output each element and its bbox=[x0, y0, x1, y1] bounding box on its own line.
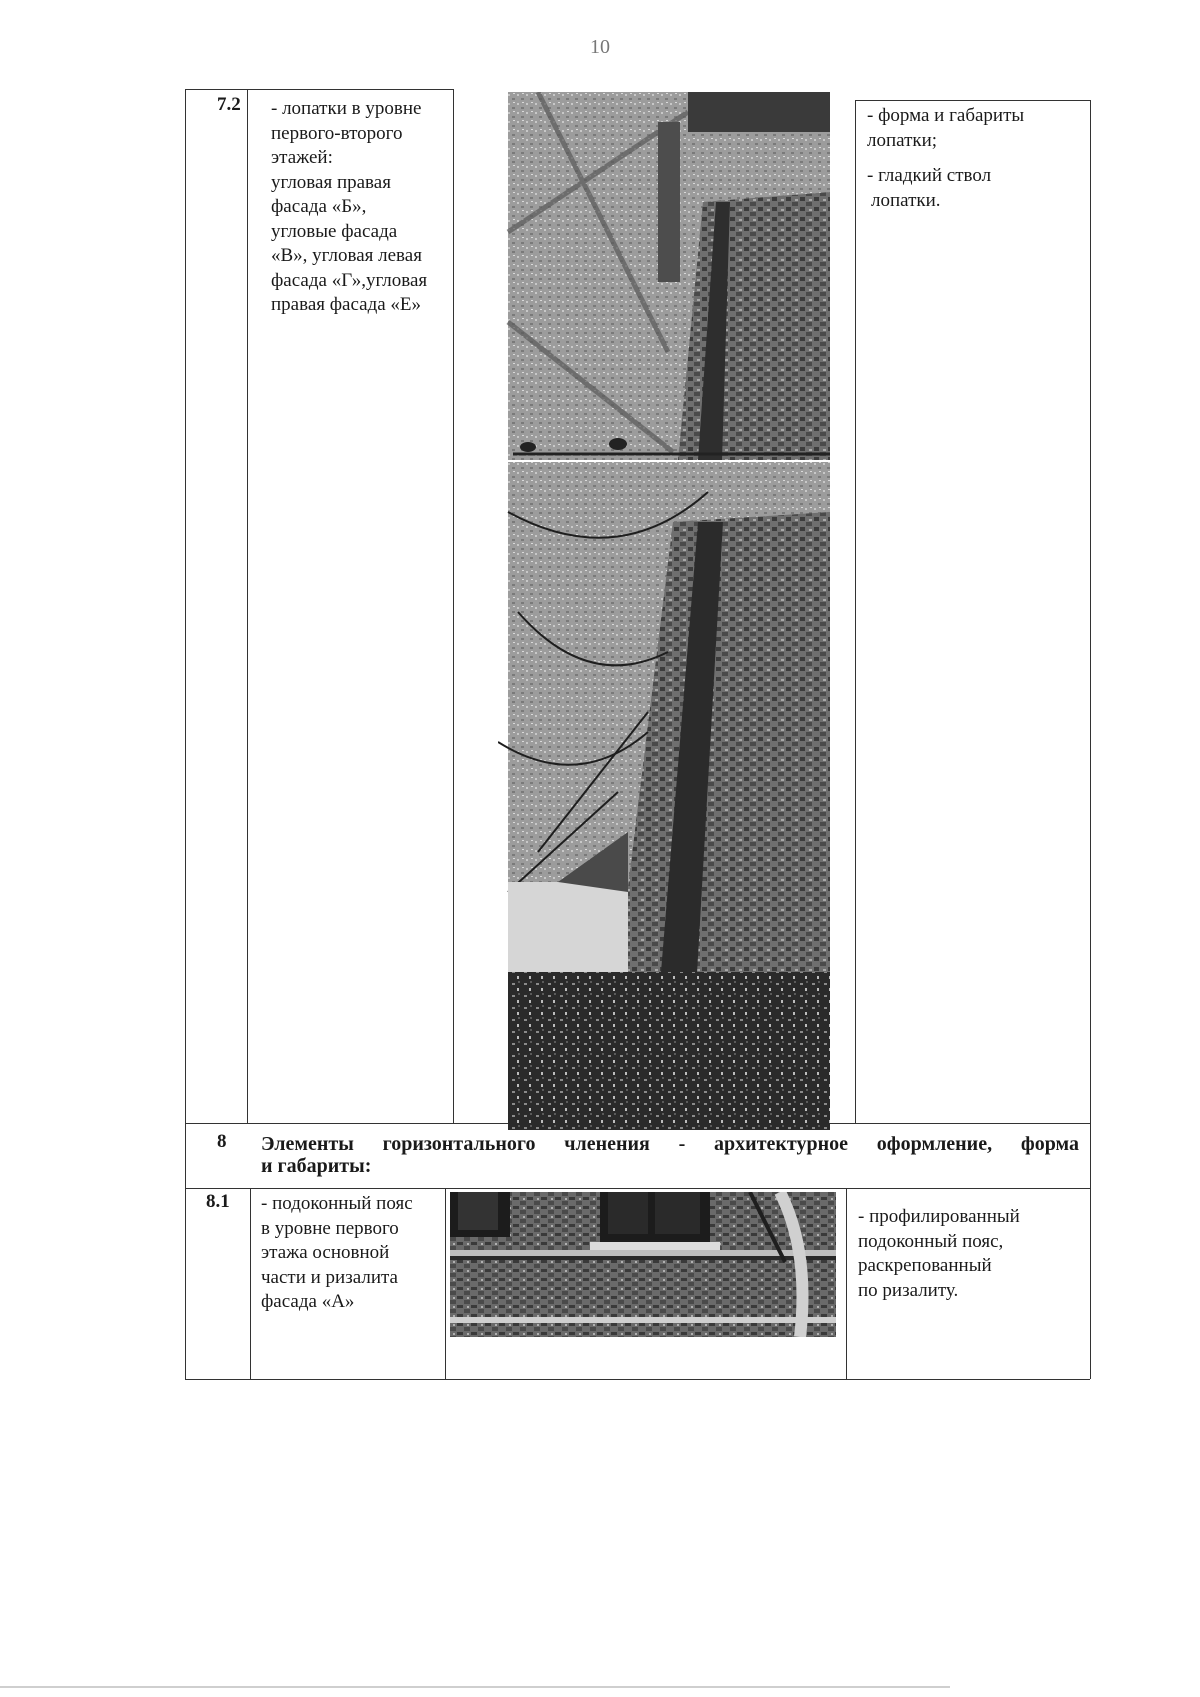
feature-line: лопатки. bbox=[871, 189, 941, 211]
row-description bbox=[271, 97, 456, 318]
section-heading-line: Элементы горизонтального членения - архитектурное оформление, форма bbox=[261, 1133, 1079, 1155]
description-line: фасада «Б», bbox=[271, 196, 367, 217]
row-number: 8 bbox=[217, 1131, 227, 1152]
feature-line: - гладкий ствол bbox=[867, 165, 992, 186]
description-line: в уровне первого bbox=[261, 1217, 399, 1239]
feature-line: раскрепованный bbox=[858, 1255, 992, 1276]
row-features bbox=[858, 1205, 1088, 1303]
description-line: фасада «А» bbox=[261, 1291, 355, 1312]
scan-edge-line bbox=[0, 1686, 950, 1688]
section-heading bbox=[261, 1133, 1079, 1177]
feature-line: лопатки; bbox=[867, 129, 938, 151]
pilaster-photo bbox=[498, 92, 830, 1130]
row-number: 8.1 bbox=[206, 1191, 230, 1212]
row-number: 7.2 bbox=[217, 94, 241, 115]
description-line: правая фасада «Е» bbox=[271, 294, 422, 315]
section-heading-line: и габариты: bbox=[261, 1155, 372, 1177]
description-line: «В», угловая левая bbox=[271, 245, 422, 266]
description-line: фасада «Г»,угловая bbox=[271, 269, 428, 291]
description-line: - лопатки в уровне bbox=[271, 98, 422, 119]
description-line: этажа основной bbox=[261, 1242, 390, 1263]
row-features bbox=[867, 104, 1087, 213]
feature-line: - форма и габариты bbox=[867, 105, 1025, 126]
description-line: - подоконный пояс bbox=[261, 1193, 413, 1214]
row-description bbox=[261, 1192, 441, 1315]
description-line: угловые фасада bbox=[271, 220, 398, 242]
page-number: 10 bbox=[590, 36, 610, 58]
feature-line: - профилированный bbox=[858, 1206, 1020, 1227]
description-line: угловая правая bbox=[271, 171, 391, 193]
feature-line: подоконный пояс, bbox=[858, 1230, 1004, 1252]
description-line: первого-второго bbox=[271, 122, 403, 144]
description-line: части и ризалита bbox=[261, 1266, 398, 1288]
feature-line: по ризалиту. bbox=[858, 1279, 959, 1301]
sill-band-photo bbox=[450, 1192, 836, 1337]
description-line: этажей: bbox=[271, 147, 333, 168]
